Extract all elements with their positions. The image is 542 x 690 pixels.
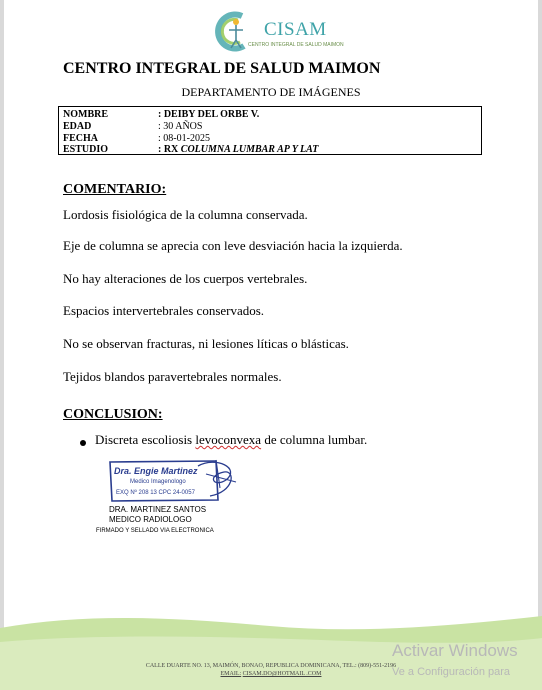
bullet-dot-icon	[80, 440, 86, 446]
comment-line: Eje de columna se aprecia con leve desviación hacia la izquierda.	[63, 238, 403, 253]
windows-activation-watermark-title: Activar Windows	[392, 641, 518, 660]
windows-activation-watermark-hint: Ve a Configuración para	[392, 666, 511, 678]
cisam-logo	[212, 8, 344, 54]
footer-address: CALLE DUARTE NO. 13, MAIMÓN, BONAO, REPUBLICA DOMINICANA, TEL.: (809)-551-2196	[145, 663, 397, 669]
stamp-name: Dra. Engie Martinez	[114, 466, 198, 476]
comment-line: Lordosis fisiológica de la columna conservada.	[63, 207, 308, 222]
doctor-stamp	[106, 458, 246, 504]
logo-subtitle: CENTRO INTEGRAL DE SALUD MAIMON	[248, 42, 344, 48]
conclusion-heading: CONCLUSION:	[63, 407, 163, 422]
footer-email[interactable]: CISAM.DO@HOTMAIL .COM	[242, 671, 322, 677]
conclusion-flagged-word: levoconvexa	[195, 432, 262, 447]
page-edge-left	[0, 0, 4, 690]
patient-info-box	[58, 106, 482, 155]
date-value: : 08-01-2025	[158, 133, 210, 144]
stamp-role: Medico Imagenologo	[130, 479, 186, 485]
page-edge-right	[538, 0, 542, 690]
age-value: : 30 AÑOS	[158, 121, 203, 132]
name-label: NOMBRE	[63, 109, 108, 120]
conclusion-pre: Discreta escoliosis	[95, 432, 196, 447]
comment-line: Espacios intervertebrales conservados.	[63, 303, 265, 318]
comment-heading: COMENTARIO:	[63, 182, 167, 197]
footer-email-label: EMAIL:	[220, 671, 242, 677]
stamp-exq: EXQ Nº 208 13 CPC 24-0057	[116, 490, 195, 496]
study-value-exam: COLUMNA LUMBAR AP Y LAT	[180, 144, 319, 155]
signature-block	[109, 505, 206, 525]
study-value	[158, 144, 318, 155]
study-value-prefix: : RX	[158, 144, 181, 155]
comment-line: No se observan fracturas, ni lesiones líticas o blásticas.	[63, 336, 349, 351]
comment-line: No hay alteraciones de los cuerpos vertebrales.	[63, 271, 308, 286]
date-label: FECHA	[63, 133, 98, 144]
org-title: CENTRO INTEGRAL DE SALUD MAIMON	[63, 60, 381, 77]
signature-printed-name: DRA. MARTINEZ SANTOS	[109, 505, 207, 514]
conclusion-item	[95, 432, 367, 448]
department-title: DEPARTAMENTO DE IMÁGENES	[181, 85, 361, 99]
name-value: : DEIBY DEL ORBE V.	[158, 109, 260, 120]
study-label: ESTUDIO	[63, 144, 109, 155]
logo-text: CISAM	[264, 19, 327, 40]
signature-note: FIRMADO Y SELLADO VIA ELECTRONICA	[96, 528, 214, 534]
signature-printed-role: MEDICO RADIOLOGO	[109, 515, 192, 524]
age-label: EDAD	[63, 121, 92, 132]
conclusion-post: de columna lumbar.	[261, 432, 368, 447]
comment-line: Tejidos blandos paravertebrales normales.	[63, 369, 282, 384]
